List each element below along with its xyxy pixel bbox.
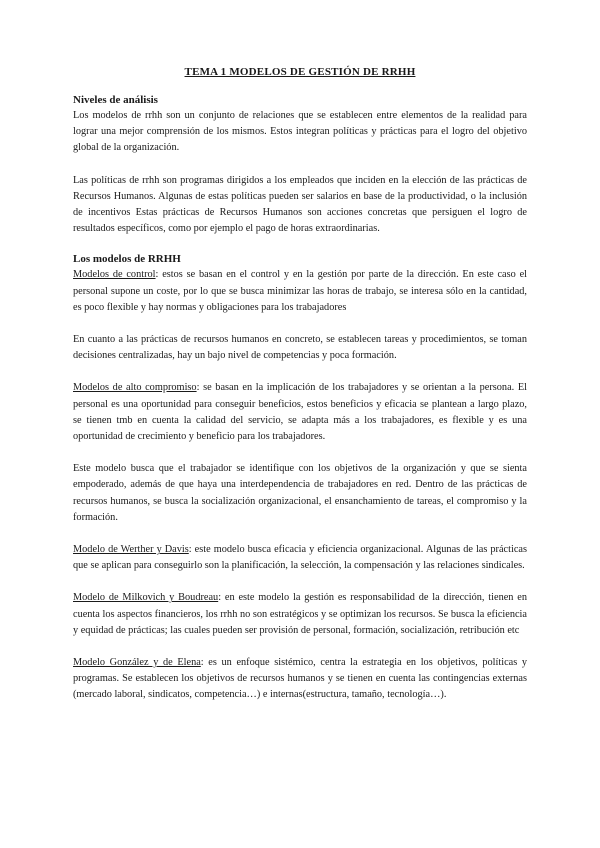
paragraph-milkovich <box>73 590 527 639</box>
paragraph-werther <box>73 542 527 574</box>
text-compromiso: : se basan en la implicación de los trabajadores y se orientan a la persona. El personal es una oportunidad para conseguir beneficios, estos beneficios y eficacia se plantean a largo plazo, se tienen tmb en cuenta la calidad del servicio, se adapta más a los trabajadores, es flexible y es una oportunidad de crecimiento y beneficio para los trabajadores. <box>73 382 528 443</box>
paragraph-compromiso <box>73 380 527 445</box>
label-control: Modelos de control <box>73 269 156 281</box>
paragraph-gonzalez <box>73 655 527 704</box>
heading-modelos: Los modelos de RRHH <box>73 253 181 266</box>
paragraph-niveles-2: Las políticas de rrhh son programas dirigidos a los empleados que inciden en la elección de las prácticas de Recursos Humanos. Algunas de estas políticas pueden ser salarios en base de la productividad, o la inclusión de incentivos Estas prácticas de Recursos Humanos son acciones concretas que persiguen el logro de resultados específicos, como por ejemplo el pago de horas extraordinarias. <box>73 174 527 235</box>
paragraph-control <box>73 267 527 316</box>
paragraph-control-2: En cuanto a las prácticas de recursos humanos en concreto, se establecen tareas y procedimientos, se toman decisiones centralizadas, hay un bajo nivel de competencias y poca formación. <box>73 334 527 362</box>
text-werther: : este modelo busca eficacia y eficiencia organizacional. Algunas de las prácticas que se aplican para conseguirlo son la planificación, la selección, la compensación y las relaciones sindicales. <box>73 544 527 572</box>
label-compromiso: Modelos de alto compromiso <box>73 382 197 394</box>
label-gonzalez: Modelo González y de Elena <box>73 657 201 669</box>
document-title: TEMA 1 MODELOS DE GESTIÓN DE RRHH <box>184 66 416 78</box>
label-werther: Modelo de Werther y Davis <box>73 544 189 556</box>
paragraph-compromiso-2: Este modelo busca que el trabajador se identifique con los objetivos de la organización y que se sienta empoderado, además de que haya una interdependencia de trabajadores en red. Dentro de las prácticas de recursos humanos, se busca la socialización organizacional, el ensanchamiento de tareas, el compromiso y la formación. <box>73 463 527 523</box>
label-milkovich: Modelo de Milkovich y Boudreau <box>73 592 219 604</box>
text-milkovich: : en este modelo la gestión es responsabilidad de la dirección, tienen en cuenta los aspectos financieros, los rrhh no son estratégicos y se optimizan los recursos. Se busca la eficiencia y equidad de prácticas; las cuales pueden ser provisión de personal, formación, socialización, retribución etc <box>73 592 527 636</box>
text-gonzalez: : es un enfoque sistémico, centra la estrategia en los objetivos, políticas y programas. Se establecen los objetivos de recursos humanos y se tienen en cuenta las contingencias externas (mercado laboral, sindicatos, competencia…) e internas(estructura, tamaño, tecnología…). <box>73 657 528 701</box>
text-control: : estos se basan en el control y en la gestión por parte de la dirección. En este caso el personal supone un coste, por lo que se busca minimizar las horas de trabajo, se interesa sólo en la cantidad, es poco flexible y hay normas y obligaciones para los trabajadores <box>73 269 527 313</box>
heading-niveles: Niveles de análisis <box>73 94 158 106</box>
paragraph-niveles-1: Los modelos de rrhh son un conjunto de relaciones que se establecen entre elementos de la realidad para lograr una mejor comprensión de los mismos. Estos integran políticas y prácticas para el logro del objetivo global de la organización. <box>73 110 527 154</box>
